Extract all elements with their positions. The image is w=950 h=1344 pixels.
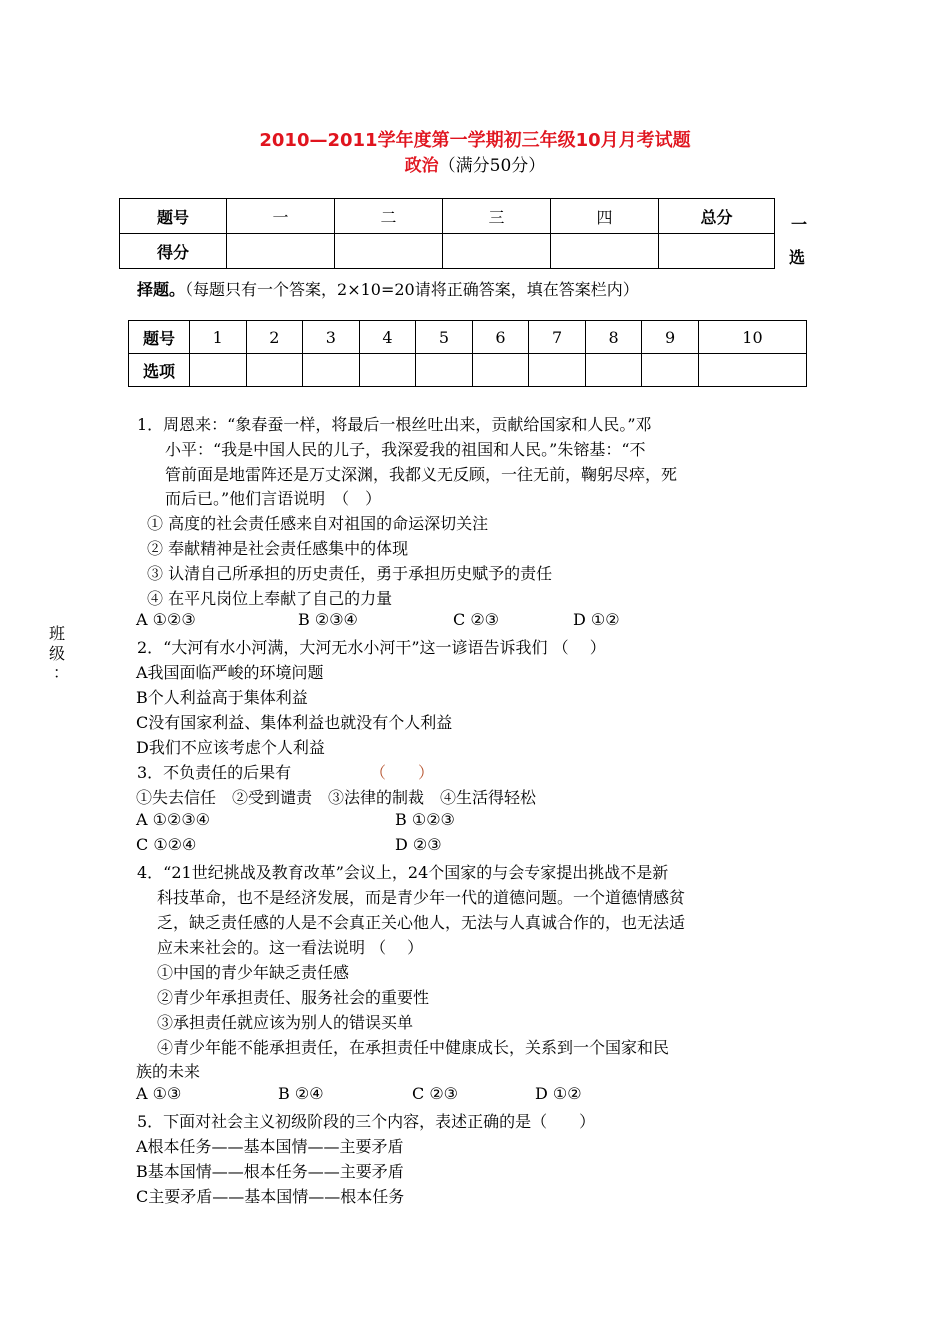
answer-cell [698,354,806,387]
score-header-cell: 一 [227,199,335,234]
score-header-cell: 四 [551,199,659,234]
class-label-char: 级 [49,644,66,663]
q4-statement: ③承担责任就应该为别人的错误买单 [157,1013,414,1032]
section-number: 一 [791,215,808,234]
section-instructions: （每题只有一个答案，2×10=20请将正确答案，填在答案栏内） [185,280,639,299]
section-label-start: 选 [789,248,806,267]
score-cell [659,234,775,269]
score-table [119,198,775,269]
answer-header-cell: 8 [585,321,642,354]
q1-statement: ① 高度的社会责任感来自对祖国的命运深切关注 [147,514,489,533]
q3-option: B ①②③ [395,810,455,829]
score-cell [227,234,335,269]
exam-title: 2010—2011学年度第一学期初三年级10月月考试题 [259,130,691,151]
answer-header-cell: 题号 [129,321,190,354]
answer-header-cell: 10 [698,321,806,354]
q4-line: 科技革命，也不是经济发展，而是青少年一代的道德问题。一个道德情感贫 [157,888,686,907]
q5-option: A根本任务——基本国情——主要矛盾 [136,1137,404,1156]
score-header-cell: 题号 [120,199,227,234]
q1-statement: ③ 认清自己所承担的历史责任，勇于承担历史赋予的责任 [147,564,553,583]
q1-option: D ①② [573,610,620,629]
score-row-label: 得分 [120,234,227,269]
q2-option: C没有国家利益、集体利益也就没有个人利益 [136,713,453,732]
answer-header-cell: 7 [529,321,586,354]
answer-cell [303,354,360,387]
q1-option: A ①②③ [136,610,196,629]
q4-statement: ②青少年承担责任、服务社会的重要性 [157,988,430,1007]
answer-cell [642,354,699,387]
q3-option: A ①②③④ [136,810,211,829]
answer-header-cell: 3 [303,321,360,354]
answer-cell [359,354,416,387]
q4-statement: 族的未来 [136,1062,201,1081]
q2-option: D我们不应该考虑个人利益 [136,738,325,757]
class-label-char: 班 [49,624,66,643]
q4-option: A ①③ [136,1084,182,1103]
q1-line: 而后已。”他们言语说明 （ ） [165,489,382,508]
q3-stem: 3．不负责任的后果有 [137,763,292,782]
q3-items: ①失去信任 ②受到谴责 ③法律的制裁 ④生活得轻松 [136,788,537,807]
score-cell [443,234,551,269]
q4-line: 应未来社会的。这一看法说明 （ ） [157,938,424,957]
q1-line: 小平：“我是中国人民的儿子，我深爱我的祖国和人民。”朱镕基：“不 [165,440,646,459]
class-label-char: ： [53,663,70,682]
answer-cell [472,354,529,387]
answer-cell [190,354,247,387]
q1-statement: ② 奉献精神是社会责任感集中的体现 [147,539,409,558]
answer-header-cell: 6 [472,321,529,354]
q5-stem: 5．下面对社会主义初级阶段的三个内容，表述正确的是（ ） [137,1112,596,1131]
q3-option: D ②③ [395,835,442,854]
answer-cell [585,354,642,387]
section-heading-bold: 择题。 [137,280,186,299]
score-cell [335,234,443,269]
q4-line: 4．“21世纪挑战及教育改革”会议上，24个国家的与会专家提出挑战不是新 [137,863,669,882]
q4-statement: ④青少年能不能承担责任，在承担责任中健康成长，关系到一个国家和民 [157,1038,670,1057]
q1-statement: ④ 在平凡岗位上奉献了自己的力量 [147,589,393,608]
q3-option: C ①②④ [136,835,197,854]
q4-statement: ①中国的青少年缺乏责任感 [157,963,350,982]
answer-header-cell: 5 [416,321,473,354]
section-heading [137,277,639,300]
q1-line: 管前面是地雷阵还是万丈深渊，我都义无反顾，一往无前，鞠躬尽瘁，死 [165,465,678,484]
q1-line: 1．周恩来：“象春蚕一样，将最后一根丝吐出来，贡献给国家和人民。”邓 [137,415,652,434]
answer-cell [416,354,473,387]
q5-option: B基本国情——根本任务——主要矛盾 [136,1162,404,1181]
q2-option: B个人利益高于集体利益 [136,688,308,707]
answer-header-cell: 9 [642,321,699,354]
answer-row-label: 选项 [129,354,190,387]
q4-option: C ②③ [412,1084,459,1103]
score-header-cell: 二 [335,199,443,234]
answer-table [128,320,807,387]
score-cell [551,234,659,269]
q4-line: 乏，缺乏责任感的人是不会真正关心他人，无法与人真诚合作的，也无法适 [157,913,686,932]
score-header-cell: 三 [443,199,551,234]
q2-stem: 2．“大河有水小河满，大河无水小河干”这一谚语告诉我们 （ ） [137,638,606,657]
answer-cell [246,354,303,387]
answer-header-cell: 2 [246,321,303,354]
q4-option: D ①② [535,1084,582,1103]
q3-answer-paren: （ ） [370,763,435,782]
q1-option: C ②③ [453,610,500,629]
exam-subtitle [0,151,950,176]
answer-header-cell: 4 [359,321,416,354]
answer-cell [529,354,586,387]
subject-name: 政治 [404,156,439,176]
q5-option: C主要矛盾——基本国情——根本任务 [136,1187,405,1206]
q4-option: B ②④ [278,1084,324,1103]
q2-option: A我国面临严峻的环境问题 [136,663,324,682]
q1-option: B ②③④ [298,610,358,629]
answer-header-cell: 1 [190,321,247,354]
score-header-cell: 总分 [659,199,775,234]
full-score: （满分50分） [438,156,546,176]
